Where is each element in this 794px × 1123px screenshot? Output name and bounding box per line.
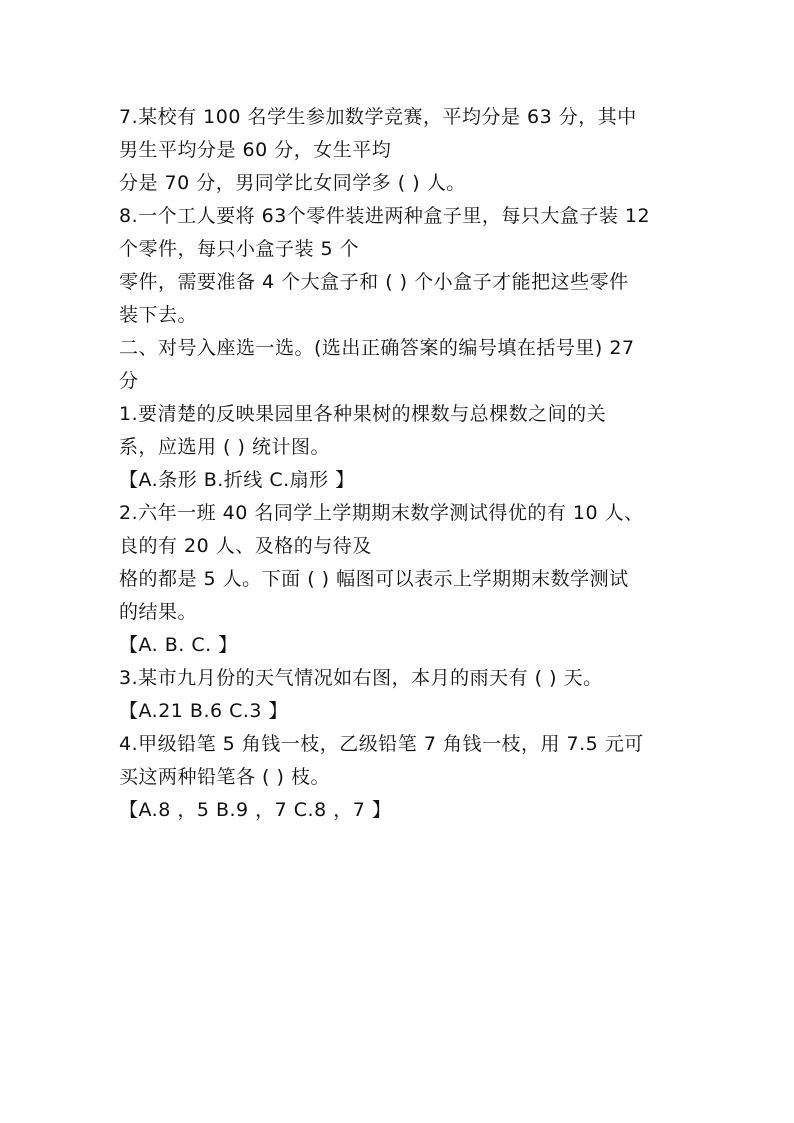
mc3-options: 【A.21 B.6 C.3 】 — [119, 700, 289, 722]
q8-line-2: 个零件，每只小盒子装 5 个 — [119, 238, 360, 260]
document-body — [119, 101, 679, 827]
mc4-options: 【A.8 ，5 B.9 ，7 C.8 ，7 】 — [119, 799, 392, 821]
mc2-line-2: 良的有 20 人、及格的与待及 — [119, 535, 372, 557]
mc4-line-2: 买这两种铅笔各 ( ) 枝。 — [119, 766, 330, 788]
mc2-line-4: 的结果。 — [119, 601, 198, 623]
section-two-heading: 二、对号入座选一选。(选出正确答案的编号填在括号里) 27 — [119, 337, 635, 359]
section-two-heading-cont: 分 — [119, 370, 139, 392]
q8-line-3: 零件，需要准备 4 个大盒子和 ( ) 个小盒子才能把这些零件 — [119, 271, 629, 293]
mc2-line-1: 2.六年一班 40 名同学上学期期末数学测试得优的有 10 人、 — [119, 502, 644, 524]
q7-line-1: 7.某校有 100 名学生参加数学竞赛，平均分是 63 分，其中 — [119, 106, 637, 128]
mc1-line-1: 1.要清楚的反映果园里各种果树的棵数与总棵数之间的关 — [119, 403, 607, 425]
mc1-line-2: 系，应选用 ( ) 统计图。 — [119, 436, 330, 458]
q8-line-1: 8.一个工人要将 63个零件装进两种盒子里，每只大盒子装 12 — [119, 205, 651, 227]
mc2-options: 【A. B. C. 】 — [119, 634, 238, 656]
mc1-options: 【A.条形 B.折线 C.扇形 】 — [119, 469, 355, 491]
q7-line-2: 男生平均分是 60 分，女生平均 — [119, 139, 392, 161]
q8-line-4: 装下去。 — [119, 304, 198, 326]
mc2-line-3: 格的都是 5 人。下面 ( ) 幅图可以表示上学期期末数学测试 — [119, 568, 629, 590]
mc4-line-1: 4.甲级铅笔 5 角钱一枝，乙级铅笔 7 角钱一枝，用 7.5 元可 — [119, 733, 644, 755]
mc3-line-1: 3.某市九月份的天气情况如右图，本月的雨天有 ( ) 天。 — [119, 667, 603, 689]
q7-line-3: 分是 70 分，男同学比女同学多 ( ) 人。 — [119, 172, 466, 194]
